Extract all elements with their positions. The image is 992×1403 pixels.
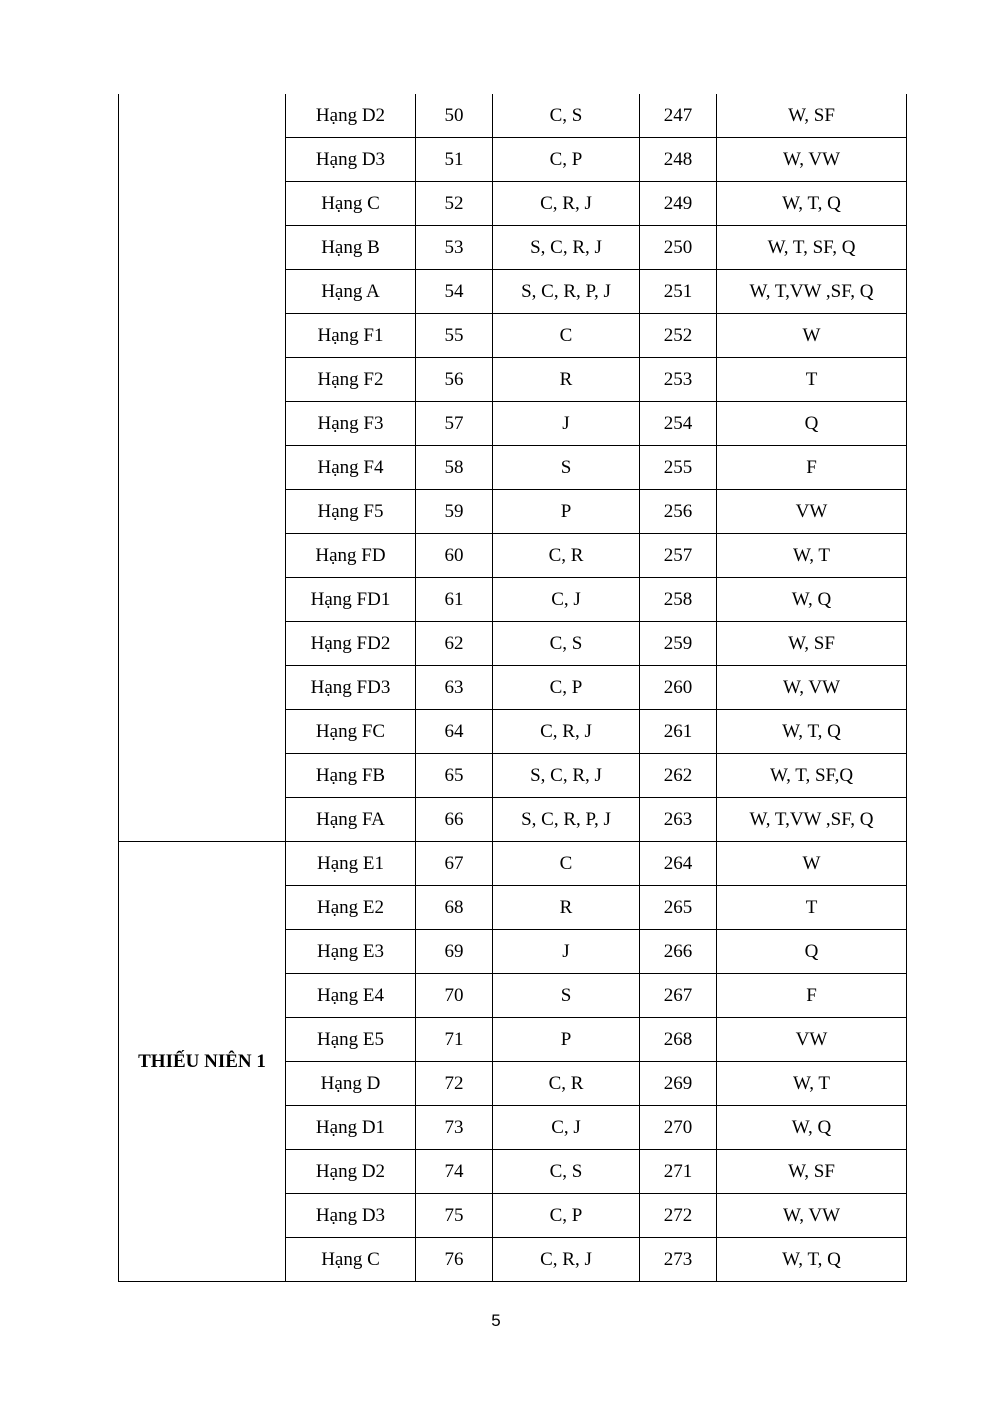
event-number-2-cell: 252 bbox=[640, 314, 717, 358]
event-number-cell: 58 bbox=[416, 446, 493, 490]
event-number-2-cell: 248 bbox=[640, 138, 717, 182]
rank-cell: Hạng FD1 bbox=[286, 578, 416, 622]
event-codes-cell: C, R bbox=[493, 534, 640, 578]
event-codes-2-cell: T bbox=[717, 358, 907, 402]
event-number-cell: 74 bbox=[416, 1150, 493, 1194]
event-codes-cell: C, S bbox=[493, 94, 640, 138]
rank-cell: Hạng FD bbox=[286, 534, 416, 578]
event-number-cell: 56 bbox=[416, 358, 493, 402]
event-codes-cell: S, C, R, J bbox=[493, 754, 640, 798]
rank-cell: Hạng FB bbox=[286, 754, 416, 798]
event-codes-cell: C, P bbox=[493, 138, 640, 182]
rank-cell: Hạng D1 bbox=[286, 1106, 416, 1150]
event-number-2-cell: 249 bbox=[640, 182, 717, 226]
classification-table bbox=[118, 94, 907, 1282]
event-codes-cell: C, S bbox=[493, 622, 640, 666]
event-codes-cell: C bbox=[493, 314, 640, 358]
event-codes-2-cell: W, T,VW ,SF, Q bbox=[717, 270, 907, 314]
event-codes-cell: C, R bbox=[493, 1062, 640, 1106]
event-number-cell: 53 bbox=[416, 226, 493, 270]
event-number-2-cell: 255 bbox=[640, 446, 717, 490]
rank-cell: Hạng D2 bbox=[286, 1150, 416, 1194]
event-number-cell: 76 bbox=[416, 1238, 493, 1282]
event-codes-2-cell: W, T, SF,Q bbox=[717, 754, 907, 798]
event-number-2-cell: 272 bbox=[640, 1194, 717, 1238]
page-number: 5 bbox=[491, 1311, 501, 1330]
rank-cell: Hạng C bbox=[286, 1238, 416, 1282]
event-codes-2-cell: W, T bbox=[717, 1062, 907, 1106]
event-codes-2-cell: W, T, SF, Q bbox=[717, 226, 907, 270]
event-number-cell: 61 bbox=[416, 578, 493, 622]
event-number-cell: 72 bbox=[416, 1062, 493, 1106]
event-number-cell: 55 bbox=[416, 314, 493, 358]
event-codes-cell: R bbox=[493, 886, 640, 930]
rank-cell: Hạng F3 bbox=[286, 402, 416, 446]
event-codes-2-cell: T bbox=[717, 886, 907, 930]
rank-cell: Hạng FD2 bbox=[286, 622, 416, 666]
event-codes-2-cell: W, SF bbox=[717, 94, 907, 138]
event-codes-cell: S, C, R, J bbox=[493, 226, 640, 270]
rank-cell: Hạng E5 bbox=[286, 1018, 416, 1062]
rank-cell: Hạng E2 bbox=[286, 886, 416, 930]
table-row bbox=[119, 842, 907, 886]
event-codes-2-cell: W, T, Q bbox=[717, 710, 907, 754]
event-codes-2-cell: W, T, Q bbox=[717, 182, 907, 226]
event-codes-2-cell: W, Q bbox=[717, 578, 907, 622]
event-number-cell: 51 bbox=[416, 138, 493, 182]
event-codes-cell: J bbox=[493, 402, 640, 446]
event-codes-cell: C, P bbox=[493, 666, 640, 710]
event-codes-cell: C bbox=[493, 842, 640, 886]
event-number-2-cell: 251 bbox=[640, 270, 717, 314]
event-codes-2-cell: VW bbox=[717, 1018, 907, 1062]
event-number-cell: 52 bbox=[416, 182, 493, 226]
event-number-cell: 63 bbox=[416, 666, 493, 710]
event-codes-cell: R bbox=[493, 358, 640, 402]
event-codes-2-cell: W bbox=[717, 842, 907, 886]
event-codes-cell: J bbox=[493, 930, 640, 974]
event-number-cell: 70 bbox=[416, 974, 493, 1018]
event-codes-2-cell: W, VW bbox=[717, 666, 907, 710]
event-number-2-cell: 262 bbox=[640, 754, 717, 798]
event-codes-2-cell: W, T,VW ,SF, Q bbox=[717, 798, 907, 842]
event-number-2-cell: 259 bbox=[640, 622, 717, 666]
rank-cell: Hạng FA bbox=[286, 798, 416, 842]
event-number-2-cell: 265 bbox=[640, 886, 717, 930]
event-codes-2-cell: F bbox=[717, 974, 907, 1018]
event-number-2-cell: 254 bbox=[640, 402, 717, 446]
event-codes-2-cell: W, VW bbox=[717, 1194, 907, 1238]
event-codes-cell: S bbox=[493, 974, 640, 1018]
event-number-2-cell: 266 bbox=[640, 930, 717, 974]
event-codes-2-cell: Q bbox=[717, 402, 907, 446]
event-number-cell: 50 bbox=[416, 94, 493, 138]
rank-cell: Hạng FC bbox=[286, 710, 416, 754]
event-number-2-cell: 247 bbox=[640, 94, 717, 138]
event-number-cell: 75 bbox=[416, 1194, 493, 1238]
event-codes-cell: C, R, J bbox=[493, 1238, 640, 1282]
event-number-cell: 73 bbox=[416, 1106, 493, 1150]
event-codes-2-cell: W bbox=[717, 314, 907, 358]
event-codes-2-cell: W, VW bbox=[717, 138, 907, 182]
event-codes-2-cell: W, T bbox=[717, 534, 907, 578]
event-codes-cell: C, J bbox=[493, 578, 640, 622]
event-number-2-cell: 267 bbox=[640, 974, 717, 1018]
event-number-cell: 54 bbox=[416, 270, 493, 314]
group-label-cell: THIẾU NIÊN 1 bbox=[119, 842, 286, 1282]
rank-cell: Hạng D2 bbox=[286, 94, 416, 138]
event-codes-cell: S, C, R, P, J bbox=[493, 270, 640, 314]
event-number-2-cell: 271 bbox=[640, 1150, 717, 1194]
group-label-cell bbox=[119, 94, 286, 842]
event-number-2-cell: 269 bbox=[640, 1062, 717, 1106]
event-codes-2-cell: W, SF bbox=[717, 622, 907, 666]
table-body bbox=[119, 94, 907, 1282]
event-number-2-cell: 260 bbox=[640, 666, 717, 710]
rank-cell: Hạng B bbox=[286, 226, 416, 270]
event-number-2-cell: 258 bbox=[640, 578, 717, 622]
event-codes-2-cell: W, Q bbox=[717, 1106, 907, 1150]
event-number-2-cell: 253 bbox=[640, 358, 717, 402]
event-number-cell: 71 bbox=[416, 1018, 493, 1062]
event-codes-cell: S bbox=[493, 446, 640, 490]
rank-cell: Hạng C bbox=[286, 182, 416, 226]
rank-cell: Hạng E1 bbox=[286, 842, 416, 886]
event-codes-cell: C, S bbox=[493, 1150, 640, 1194]
rank-cell: Hạng D bbox=[286, 1062, 416, 1106]
event-codes-cell: C, R, J bbox=[493, 182, 640, 226]
event-codes-cell: S, C, R, P, J bbox=[493, 798, 640, 842]
event-number-2-cell: 257 bbox=[640, 534, 717, 578]
event-number-cell: 66 bbox=[416, 798, 493, 842]
rank-cell: Hạng E4 bbox=[286, 974, 416, 1018]
event-number-cell: 57 bbox=[416, 402, 493, 446]
event-codes-cell: C, P bbox=[493, 1194, 640, 1238]
event-codes-2-cell: W, SF bbox=[717, 1150, 907, 1194]
event-number-2-cell: 256 bbox=[640, 490, 717, 534]
event-number-2-cell: 263 bbox=[640, 798, 717, 842]
event-codes-2-cell: VW bbox=[717, 490, 907, 534]
event-codes-2-cell: Q bbox=[717, 930, 907, 974]
rank-cell: Hạng D3 bbox=[286, 1194, 416, 1238]
event-number-2-cell: 264 bbox=[640, 842, 717, 886]
table-row bbox=[119, 94, 907, 138]
event-number-cell: 62 bbox=[416, 622, 493, 666]
event-number-cell: 60 bbox=[416, 534, 493, 578]
event-codes-2-cell: F bbox=[717, 446, 907, 490]
rank-cell: Hạng F4 bbox=[286, 446, 416, 490]
event-codes-2-cell: W, T, Q bbox=[717, 1238, 907, 1282]
event-number-2-cell: 250 bbox=[640, 226, 717, 270]
event-number-cell: 67 bbox=[416, 842, 493, 886]
event-number-cell: 65 bbox=[416, 754, 493, 798]
rank-cell: Hạng FD3 bbox=[286, 666, 416, 710]
event-codes-cell: P bbox=[493, 1018, 640, 1062]
event-number-2-cell: 268 bbox=[640, 1018, 717, 1062]
rank-cell: Hạng F2 bbox=[286, 358, 416, 402]
event-codes-cell: C, J bbox=[493, 1106, 640, 1150]
rank-cell: Hạng F1 bbox=[286, 314, 416, 358]
event-codes-cell: C, R, J bbox=[493, 710, 640, 754]
event-number-2-cell: 270 bbox=[640, 1106, 717, 1150]
event-codes-cell: P bbox=[493, 490, 640, 534]
rank-cell: Hạng F5 bbox=[286, 490, 416, 534]
event-number-cell: 59 bbox=[416, 490, 493, 534]
rank-cell: Hạng A bbox=[286, 270, 416, 314]
event-number-2-cell: 261 bbox=[640, 710, 717, 754]
event-number-cell: 64 bbox=[416, 710, 493, 754]
event-number-cell: 68 bbox=[416, 886, 493, 930]
rank-cell: Hạng D3 bbox=[286, 138, 416, 182]
event-number-2-cell: 273 bbox=[640, 1238, 717, 1282]
rank-cell: Hạng E3 bbox=[286, 930, 416, 974]
event-number-cell: 69 bbox=[416, 930, 493, 974]
